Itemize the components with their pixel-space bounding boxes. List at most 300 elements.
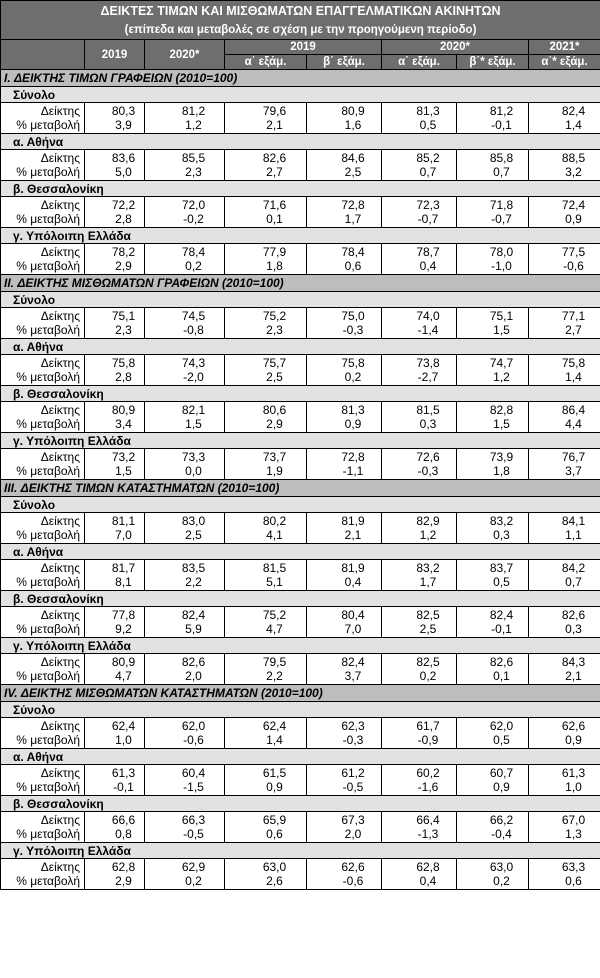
- index-value: 62,0: [181, 719, 206, 733]
- value-cell: [529, 560, 600, 591]
- value-cell: [225, 103, 307, 134]
- value-cell: [145, 765, 225, 796]
- region-row: [1, 134, 600, 150]
- index-value: 74,0: [416, 309, 440, 323]
- data-row: [1, 103, 600, 134]
- index-value: 81,5: [262, 561, 287, 575]
- value-cell: [529, 197, 600, 228]
- region-row: [1, 339, 600, 355]
- change-value: 2,5: [344, 165, 362, 179]
- change-value: 2,6: [266, 874, 283, 888]
- region-name: β. Θεσσαλονίκη: [1, 386, 600, 402]
- change-value: 5,0: [115, 165, 132, 179]
- value-cell: [145, 513, 225, 544]
- index-label: Δείκτης: [40, 198, 80, 212]
- index-value: 62,8: [111, 860, 136, 874]
- header-annual-2020: 2020*: [145, 40, 225, 70]
- index-value: 81,3: [416, 104, 440, 118]
- index-value: 83,7: [489, 561, 514, 575]
- value-cell: [457, 718, 529, 749]
- index-value: 75,8: [111, 356, 136, 370]
- index-label: Δείκτης: [40, 450, 80, 464]
- header-group-2019: 2019: [225, 40, 382, 55]
- index-value: 82,5: [416, 608, 440, 622]
- index-value: 75,0: [341, 309, 365, 323]
- change-value: 2,1: [266, 118, 283, 132]
- region-name: γ. Υπόλοιπη Ελλάδα: [1, 638, 600, 654]
- change-value: 0,2: [419, 669, 437, 683]
- value-cell: [85, 103, 145, 134]
- index-label: Δείκτης: [40, 655, 80, 669]
- index-value: 62,6: [561, 719, 586, 733]
- change-value: -1,6: [417, 780, 439, 794]
- change-label: % μεταβολή: [16, 874, 80, 888]
- change-value: 0,6: [344, 259, 362, 273]
- change-value: -2,0: [183, 370, 204, 384]
- value-cell: [225, 718, 307, 749]
- value-cell: [145, 355, 225, 386]
- data-row: [1, 355, 600, 386]
- data-row: [1, 812, 600, 843]
- change-label: % μεταβολή: [16, 417, 80, 431]
- value-cell: [457, 765, 529, 796]
- index-label: Δείκτης: [40, 561, 80, 575]
- index-value: 73,2: [111, 450, 136, 464]
- change-value: 4,7: [266, 622, 283, 636]
- change-value: -0,6: [342, 874, 364, 888]
- change-value: -0,7: [491, 212, 512, 226]
- change-value: 1,0: [115, 733, 132, 747]
- header-period: α΄* εξάμ.: [529, 55, 600, 70]
- change-value: 4,1: [266, 528, 283, 542]
- change-value: -0,9: [417, 733, 439, 747]
- value-cell: [457, 513, 529, 544]
- value-cell: [529, 150, 600, 181]
- change-value: 0,2: [493, 874, 510, 888]
- change-value: 0,4: [344, 575, 362, 589]
- value-cell: [307, 513, 382, 544]
- index-value: 67,0: [561, 813, 586, 827]
- value-cell: [382, 654, 457, 685]
- index-value: 80,3: [111, 104, 136, 118]
- change-value: 2,5: [266, 370, 283, 384]
- change-value: 2,0: [185, 669, 202, 683]
- change-value: 3,7: [344, 669, 362, 683]
- change-value: 0,7: [419, 165, 437, 179]
- index-label: Δείκτης: [40, 608, 80, 622]
- value-cell: [85, 308, 145, 339]
- header-period: α΄ εξάμ.: [382, 55, 457, 70]
- index-value: 73,3: [181, 450, 206, 464]
- index-value: 60,7: [489, 766, 514, 780]
- change-value: 1,5: [185, 417, 202, 431]
- index-value: 77,9: [262, 245, 287, 259]
- value-cell: [529, 812, 600, 843]
- row-labels: [1, 402, 85, 433]
- change-value: 0,9: [266, 780, 283, 794]
- value-cell: [85, 449, 145, 480]
- region-name: α. Αθήνα: [1, 134, 600, 150]
- header-corner: [1, 40, 85, 70]
- index-value: 82,6: [262, 151, 287, 165]
- change-value: 0,3: [493, 528, 510, 542]
- index-value: 72,0: [181, 198, 206, 212]
- value-cell: [85, 859, 145, 890]
- index-value: 78,4: [341, 245, 365, 259]
- value-cell: [457, 654, 529, 685]
- value-cell: [85, 150, 145, 181]
- row-labels: [1, 244, 85, 275]
- index-value: 80,9: [341, 104, 365, 118]
- value-cell: [225, 150, 307, 181]
- index-value: 82,1: [181, 403, 206, 417]
- change-value: 1,4: [565, 370, 582, 384]
- data-row: [1, 765, 600, 796]
- change-value: 1,5: [493, 417, 510, 431]
- change-value: 2,7: [565, 323, 582, 337]
- value-cell: [225, 812, 307, 843]
- index-value: 81,2: [181, 104, 206, 118]
- value-cell: [307, 765, 382, 796]
- row-labels: [1, 197, 85, 228]
- change-value: -0,1: [491, 118, 512, 132]
- index-value: 83,0: [181, 514, 206, 528]
- row-labels: [1, 812, 85, 843]
- change-value: 0,4: [419, 259, 437, 273]
- index-value: 77,8: [111, 608, 136, 622]
- index-value: 74,7: [489, 356, 514, 370]
- data-row: [1, 560, 600, 591]
- change-value: 1,7: [344, 212, 362, 226]
- index-value: 81,1: [111, 514, 136, 528]
- index-value: 84,2: [561, 561, 586, 575]
- change-value: 1,2: [493, 370, 510, 384]
- change-value: 2,1: [344, 528, 362, 542]
- index-value: 75,8: [341, 356, 365, 370]
- value-cell: [85, 765, 145, 796]
- value-cell: [457, 812, 529, 843]
- region-name: γ. Υπόλοιπη Ελλάδα: [1, 433, 600, 449]
- value-cell: [529, 765, 600, 796]
- change-value: 0,4: [419, 874, 437, 888]
- value-cell: [382, 308, 457, 339]
- index-value: 60,4: [181, 766, 206, 780]
- value-cell: [225, 355, 307, 386]
- index-value: 78,0: [489, 245, 514, 259]
- change-value: 0,2: [185, 259, 202, 273]
- change-value: -0,5: [342, 780, 364, 794]
- value-cell: [225, 244, 307, 275]
- index-value: 81,5: [416, 403, 440, 417]
- index-value: 80,9: [111, 655, 136, 669]
- value-cell: [307, 244, 382, 275]
- value-cell: [457, 308, 529, 339]
- index-value: 78,4: [181, 245, 206, 259]
- value-cell: [307, 355, 382, 386]
- value-cell: [529, 449, 600, 480]
- value-cell: [457, 607, 529, 638]
- change-value: -1,4: [417, 323, 439, 337]
- index-value: 73,9: [489, 450, 514, 464]
- change-value: -1,5: [183, 780, 204, 794]
- change-value: 0,2: [185, 874, 202, 888]
- index-value: 83,2: [489, 514, 514, 528]
- value-cell: [225, 607, 307, 638]
- change-value: -0,8: [183, 323, 204, 337]
- row-labels: [1, 449, 85, 480]
- value-cell: [307, 812, 382, 843]
- index-value: 66,6: [111, 813, 136, 827]
- index-value: 62,4: [111, 719, 136, 733]
- section-row: [1, 480, 600, 497]
- change-value: 0,9: [565, 733, 582, 747]
- header-annual-2019: 2019: [85, 40, 145, 70]
- change-value: 1,1: [565, 528, 582, 542]
- index-value: 85,2: [416, 151, 440, 165]
- value-cell: [225, 402, 307, 433]
- value-cell: [529, 244, 600, 275]
- index-value: 72,3: [416, 198, 440, 212]
- change-value: 3,7: [565, 464, 582, 478]
- section-title: I. ΔΕΙΚΤΗΣ ΤΙΜΩΝ ΓΡΑΦΕΙΩΝ (2010=100): [1, 70, 600, 87]
- value-cell: [307, 560, 382, 591]
- index-value: 62,9: [181, 860, 206, 874]
- region-row: [1, 386, 600, 402]
- value-cell: [145, 244, 225, 275]
- change-value: -1,1: [342, 464, 364, 478]
- change-value: 2,3: [185, 165, 202, 179]
- change-value: 9,2: [115, 622, 132, 636]
- index-value: 84,6: [341, 151, 365, 165]
- region-name: α. Αθήνα: [1, 749, 600, 765]
- value-cell: [382, 103, 457, 134]
- change-label: % μεταβολή: [16, 464, 80, 478]
- index-value: 88,5: [561, 151, 586, 165]
- value-cell: [145, 859, 225, 890]
- change-value: 2,7: [266, 165, 283, 179]
- value-cell: [382, 560, 457, 591]
- value-cell: [457, 449, 529, 480]
- change-value: 2,3: [115, 323, 132, 337]
- change-label: % μεταβολή: [16, 118, 80, 132]
- value-cell: [382, 812, 457, 843]
- region-row: [1, 433, 600, 449]
- change-value: -0,1: [113, 780, 134, 794]
- change-value: 2,9: [115, 259, 132, 273]
- region-row: [1, 228, 600, 244]
- index-value: 80,4: [341, 608, 365, 622]
- change-label: % μεταβολή: [16, 212, 80, 226]
- value-cell: [457, 560, 529, 591]
- value-cell: [307, 103, 382, 134]
- index-label: Δείκτης: [40, 245, 80, 259]
- value-cell: [307, 654, 382, 685]
- value-cell: [457, 103, 529, 134]
- value-cell: [145, 150, 225, 181]
- data-row: [1, 150, 600, 181]
- region-name: γ. Υπόλοιπη Ελλάδα: [1, 843, 600, 859]
- data-row: [1, 859, 600, 890]
- change-label: % μεταβολή: [16, 733, 80, 747]
- value-cell: [382, 765, 457, 796]
- change-value: 0,9: [344, 417, 362, 431]
- change-value: 0,1: [493, 669, 510, 683]
- index-value: 77,5: [561, 245, 586, 259]
- change-value: 2,2: [185, 575, 202, 589]
- region-name: α. Αθήνα: [1, 544, 600, 560]
- change-label: % μεταβολή: [16, 370, 80, 384]
- index-value: 83,2: [416, 561, 440, 575]
- change-value: 7,0: [344, 622, 362, 636]
- section-title: III. ΔΕΙΚΤΗΣ ΤΙΜΩΝ ΚΑΤΑΣΤΗΜΑΤΩΝ (2010=100): [1, 480, 600, 497]
- row-labels: [1, 607, 85, 638]
- change-label: % μεταβολή: [16, 575, 80, 589]
- change-value: -2,7: [417, 370, 439, 384]
- index-value: 77,1: [561, 309, 586, 323]
- index-value: 82,9: [416, 514, 440, 528]
- index-value: 62,4: [262, 719, 287, 733]
- change-value: 1,6: [344, 118, 362, 132]
- index-value: 62,3: [341, 719, 365, 733]
- change-value: 5,1: [266, 575, 283, 589]
- change-value: 0,9: [493, 780, 510, 794]
- change-value: -0,3: [342, 323, 364, 337]
- value-cell: [457, 402, 529, 433]
- section-title: IV. ΔΕΙΚΤΗΣ ΜΙΣΘΩΜΑΤΩΝ ΚΑΤΑΣΤΗΜΑΤΩΝ (2010=100): [1, 685, 600, 702]
- data-row: [1, 308, 600, 339]
- index-value: 76,7: [561, 450, 586, 464]
- value-cell: [382, 402, 457, 433]
- header-period: α΄ εξάμ.: [225, 55, 307, 70]
- region-name: α. Αθήνα: [1, 339, 600, 355]
- value-cell: [145, 308, 225, 339]
- value-cell: [85, 607, 145, 638]
- index-label: Δείκτης: [40, 514, 80, 528]
- index-value: 82,4: [341, 655, 365, 669]
- index-value: 86,4: [561, 403, 586, 417]
- change-value: 3,9: [115, 118, 132, 132]
- index-value: 80,6: [262, 403, 287, 417]
- index-label: Δείκτης: [40, 719, 80, 733]
- subtitle-row: [1, 21, 600, 40]
- value-cell: [307, 308, 382, 339]
- index-value: 72,8: [341, 198, 365, 212]
- data-row: [1, 244, 600, 275]
- section-row: [1, 275, 600, 292]
- index-value: 79,5: [262, 655, 287, 669]
- row-labels: [1, 513, 85, 544]
- value-cell: [225, 449, 307, 480]
- index-value: 63,0: [262, 860, 287, 874]
- value-cell: [307, 150, 382, 181]
- region-row: [1, 796, 600, 812]
- index-label: Δείκτης: [40, 151, 80, 165]
- value-cell: [529, 402, 600, 433]
- region-name: γ. Υπόλοιπη Ελλάδα: [1, 228, 600, 244]
- value-cell: [225, 560, 307, 591]
- value-cell: [307, 402, 382, 433]
- value-cell: [382, 355, 457, 386]
- index-value: 61,2: [341, 766, 365, 780]
- index-value: 72,8: [341, 450, 365, 464]
- change-label: % μεταβολή: [16, 622, 80, 636]
- index-value: 62,6: [341, 860, 365, 874]
- index-value: 72,4: [561, 198, 586, 212]
- change-value: 2,9: [266, 417, 283, 431]
- index-value: 72,6: [416, 450, 440, 464]
- row-labels: [1, 355, 85, 386]
- value-cell: [382, 197, 457, 228]
- header-group-2020: 2020*: [382, 40, 529, 55]
- index-label: Δείκτης: [40, 104, 80, 118]
- index-value: 83,5: [181, 561, 206, 575]
- data-row: [1, 513, 600, 544]
- change-value: 0,5: [419, 118, 437, 132]
- change-value: 1,8: [493, 464, 510, 478]
- index-value: 63,0: [489, 860, 514, 874]
- change-value: 3,4: [115, 417, 132, 431]
- data-row: [1, 607, 600, 638]
- change-value: -0,4: [491, 827, 512, 841]
- index-value: 81,2: [489, 104, 514, 118]
- change-value: -0,7: [417, 212, 439, 226]
- row-labels: [1, 718, 85, 749]
- index-value: 75,8: [561, 356, 586, 370]
- change-label: % μεταβολή: [16, 165, 80, 179]
- index-value: 81,3: [341, 403, 365, 417]
- region-name: Σύνολο: [1, 497, 600, 513]
- value-cell: [529, 718, 600, 749]
- value-cell: [457, 355, 529, 386]
- value-cell: [382, 513, 457, 544]
- region-row: [1, 749, 600, 765]
- change-value: -1,0: [491, 259, 512, 273]
- table-subtitle: (επίπεδα και μεταβολές σε σχέση με την προηγούμενη περίοδο): [1, 21, 600, 40]
- change-value: 0,1: [266, 212, 283, 226]
- value-cell: [382, 718, 457, 749]
- index-label: Δείκτης: [40, 813, 80, 827]
- index-value: 74,5: [181, 309, 206, 323]
- change-value: -0,3: [417, 464, 439, 478]
- index-value: 85,5: [181, 151, 206, 165]
- change-value: -1,3: [417, 827, 439, 841]
- index-value: 71,8: [489, 198, 514, 212]
- value-cell: [529, 607, 600, 638]
- change-value: 1,2: [185, 118, 202, 132]
- change-label: % μεταβολή: [16, 827, 80, 841]
- change-label: % μεταβολή: [16, 528, 80, 542]
- title-row: [1, 1, 600, 22]
- change-value: 0,3: [565, 622, 582, 636]
- change-value: 2,8: [115, 370, 132, 384]
- value-cell: [85, 718, 145, 749]
- change-value: 2,8: [115, 212, 132, 226]
- change-value: 2,5: [419, 622, 437, 636]
- index-value: 82,8: [489, 403, 514, 417]
- value-cell: [225, 308, 307, 339]
- change-value: -0,6: [563, 259, 584, 273]
- index-value: 81,9: [341, 514, 365, 528]
- change-value: 1,4: [266, 733, 283, 747]
- value-cell: [85, 402, 145, 433]
- value-cell: [225, 197, 307, 228]
- change-value: 0,7: [493, 165, 510, 179]
- value-cell: [85, 812, 145, 843]
- region-row: [1, 87, 600, 103]
- row-labels: [1, 859, 85, 890]
- index-value: 75,1: [489, 309, 514, 323]
- change-value: 1,2: [419, 528, 437, 542]
